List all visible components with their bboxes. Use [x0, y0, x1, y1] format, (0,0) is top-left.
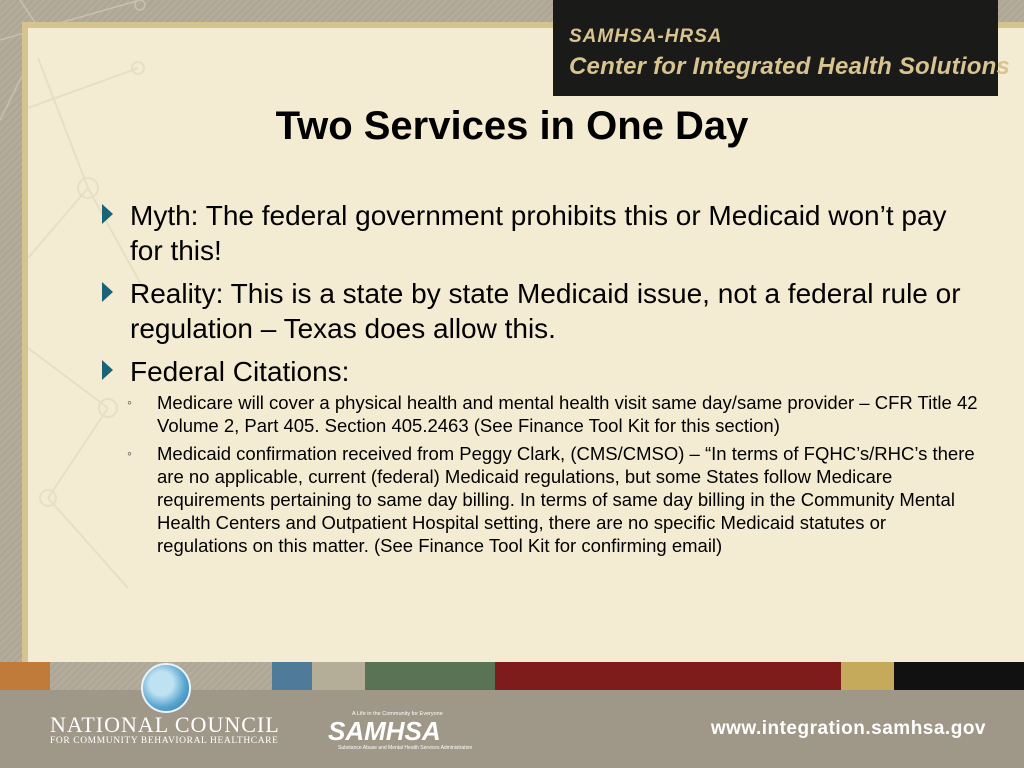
website-url: www.integration.samhsa.gov [710, 718, 986, 739]
banner-center-name: Center for Integrated Health Solutions [569, 53, 1010, 80]
bullet-arrow-icon [102, 282, 113, 302]
bullet-federal-citations [100, 354, 980, 389]
bullet-arrow-icon [102, 360, 113, 380]
samhsa-logo: SAMHSA [328, 716, 441, 746]
national-council-name: NATIONAL COUNCIL [50, 712, 280, 737]
samhsa-tagline: A Life in the Community for Everyone [352, 711, 443, 717]
color-strip-orange [0, 662, 50, 690]
slide-title: Two Services in One Day [275, 104, 749, 148]
national-council-globe-icon [141, 663, 191, 713]
bullet-list [100, 198, 980, 559]
bullet-text: Reality: This is a state by state Medicaid issue, not a federal rule or regulation – Texas does allow this. [130, 278, 961, 344]
color-strip-green [365, 662, 495, 690]
bullet-arrow-icon [102, 204, 113, 224]
banner-org-name: SAMHSA-HRSA [569, 26, 723, 47]
sub-bullet-ring-icon: ◦ [127, 394, 132, 410]
color-strip-red [495, 662, 841, 690]
bullet-reality [100, 276, 980, 346]
samhsa-full-name: Substance Abuse and Mental Health Services Administration [338, 745, 473, 751]
sub-bullet-text: Medicaid confirmation received from Peggy Clark, (CMS/CMSO) – “In terms of FQHC’s/RHC’s there are no applicable, current (federal) Medicaid regulations, but some States follow Medicare requirements pertaining to same day billing. In terms of same day billing in the Community Mental Health Centers and Outpatient Hospital setting, there are no specific Medicaid statutes or regulations on this matter. (See Finance Tool Kit for confirming email) [157, 443, 975, 556]
color-strip-tan [312, 662, 365, 690]
sub-bullet-text: Medicare will cover a physical health and mental health visit same day/same provider – CFR Title 42 Volume 2, Part 405. Section 405.2463 (See Finance Tool Kit for this section) [157, 392, 978, 436]
bullet-text: Myth: The federal government prohibits this or Medicaid won’t pay for this! [130, 200, 947, 266]
national-council-subtitle: FOR COMMUNITY BEHAVIORAL HEALTHCARE [50, 736, 279, 746]
bullet-myth [100, 198, 980, 268]
color-strip-gold [841, 662, 894, 690]
program-banner [553, 0, 1010, 96]
sub-bullet-medicare [100, 391, 980, 437]
color-strip-black [894, 662, 1024, 690]
sub-bullet-ring-icon: ◦ [127, 445, 132, 461]
bullet-text: Federal Citations: [130, 356, 350, 387]
color-strip-blue [272, 662, 312, 690]
sub-bullet-medicaid [100, 442, 980, 557]
